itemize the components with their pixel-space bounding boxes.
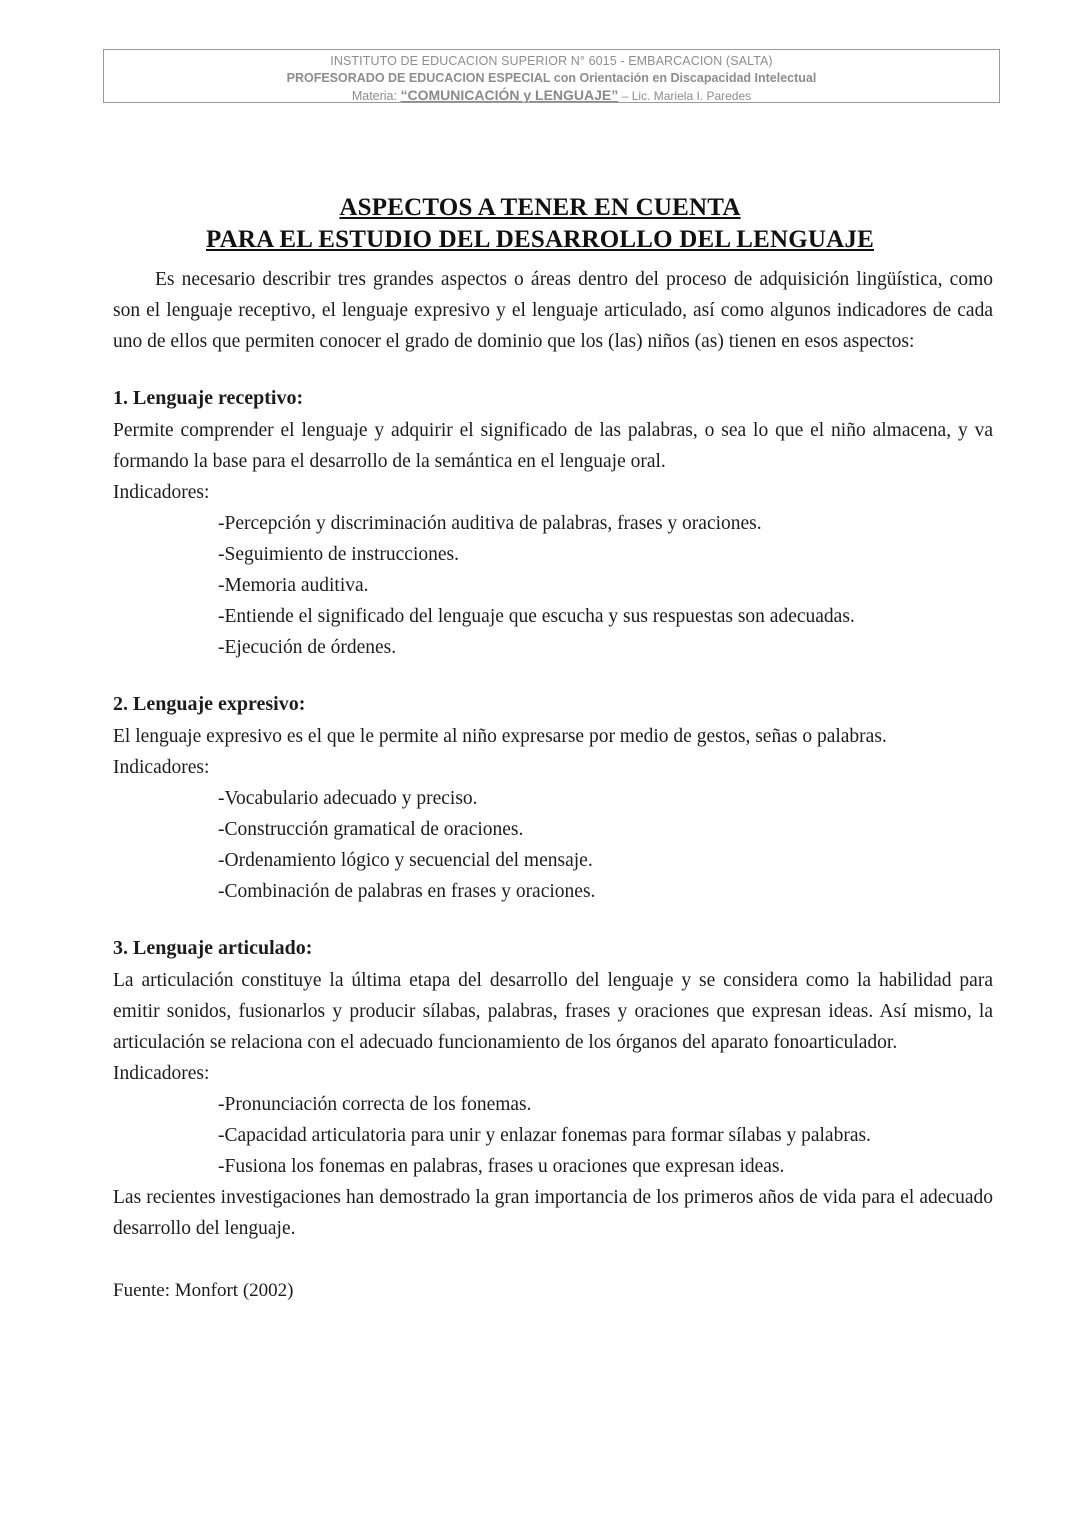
header-subject-name: “COMUNICACIÓN y LENGUAJE”: [400, 87, 619, 103]
section-3-indicators-label: Indicadores:: [113, 1063, 210, 1084]
section-1-description: Permite comprender el lenguaje y adquirir el significado de las palabras, o sea lo que el niño almacena, y va formando la base para el desarrollo de la semántica en el lenguaje oral.: [113, 420, 993, 472]
list-item: -Pronunciación correcta de los fonemas.: [218, 1094, 532, 1115]
list-item: -Capacidad articulatoria para unir y enlazar fonemas para formar sílabas y palabras.: [218, 1125, 871, 1146]
document-header-box: [103, 49, 1000, 103]
header-teacher-name: – Lic. Mariela I. Paredes: [621, 89, 752, 103]
section-lenguaje-expresivo: [113, 689, 993, 907]
header-text-block: [104, 50, 999, 105]
section-2-indicator-list: [113, 783, 993, 907]
list-item: -Ordenamiento lógico y secuencial del mensaje.: [218, 850, 593, 871]
section-2-heading: 2. Lenguaje expresivo:: [113, 693, 306, 715]
list-item: -Percepción y discriminación auditiva de palabras, frases y oraciones.: [218, 513, 762, 534]
section-lenguaje-articulado: [113, 933, 993, 1182]
header-program: PROFESORADO DE EDUCACION ESPECIAL con Orientación en Discapacidad Intelectual: [286, 71, 817, 85]
header-subject-prefix: Materia:: [351, 89, 397, 103]
list-item: -Fusiona los fonemas en palabras, frases u oraciones que expresan ideas.: [218, 1156, 785, 1177]
section-2-description: El lenguaje expresivo es el que le permite al niño expresarse por medio de gestos, señas o palabras.: [113, 726, 887, 747]
section-3-description: La articulación constituye la última etapa del desarrollo del lenguaje y se considera como la habilidad para emitir sonidos, fusionarlos y producir sílabas, palabras, frases y oraciones que expresan ideas. Así mismo, la articulación se relaciona con el adecuado funcionamiento de los órganos del aparato fonoarticulador.: [113, 970, 993, 1053]
page-title-line-2: [0, 224, 1080, 256]
page-title-line-2-text: PARA EL ESTUDIO DEL DESARROLLO DEL LENGUAJE: [205, 226, 875, 253]
source-citation: Fuente: Monfort (2002): [113, 1280, 294, 1301]
section-3-heading: 3. Lenguaje articulado:: [113, 937, 313, 959]
closing-paragraph: Las recientes investigaciones han demostrado la gran importancia de los primeros años de vida para el adecuado desarrollo del lenguaje.: [113, 1187, 993, 1239]
section-1-indicators-label: Indicadores:: [113, 482, 210, 503]
page-title-line-1-text: ASPECTOS A TENER EN CUENTA: [339, 194, 741, 221]
section-2-indicators-label: Indicadores:: [113, 757, 210, 778]
section-3-indicator-list: [113, 1089, 993, 1182]
list-item: -Ejecución de órdenes.: [218, 637, 397, 658]
list-item: -Seguimiento de instrucciones.: [218, 544, 459, 565]
list-item: -Memoria auditiva.: [218, 575, 369, 596]
document-body: [113, 264, 993, 1244]
intro-paragraph: Es necesario describir tres grandes aspectos o áreas dentro del proceso de adquisición lingüística, como son el lenguaje receptivo, el lenguaje expresivo y el lenguaje articulado, así como algunos indicadores de cada uno de ellos que permiten conocer el grado de dominio que los (las) niños (as) tienen en esos aspectos:: [113, 269, 993, 352]
section-1-heading: 1. Lenguaje receptivo:: [113, 387, 304, 409]
list-item: -Construcción gramatical de oraciones.: [218, 819, 524, 840]
header-institution: INSTITUTO DE EDUCACION SUPERIOR N° 6015 - EMBARCACION (SALTA): [330, 54, 773, 68]
page-title-line-1: [0, 192, 1080, 224]
page-title: [0, 192, 1080, 256]
list-item: -Combinación de palabras en frases y oraciones.: [218, 881, 596, 902]
list-item: -Vocabulario adecuado y preciso.: [218, 788, 478, 809]
list-item: -Entiende el significado del lenguaje que escucha y sus respuestas son adecuadas.: [218, 606, 855, 627]
section-1-indicator-list: [113, 508, 993, 663]
header-subject-line: [104, 87, 999, 105]
section-lenguaje-receptivo: [113, 383, 993, 663]
